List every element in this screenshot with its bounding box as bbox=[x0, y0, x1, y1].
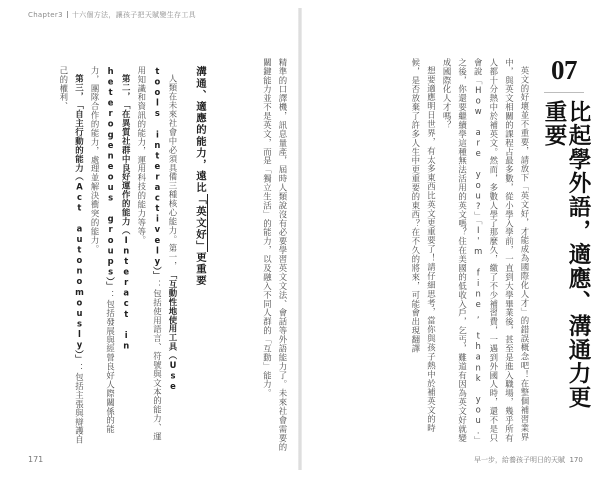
ability-two: 第二，「在異質社群中良好運作的能力（Interact in heterogeneous groups）」 bbox=[105, 66, 132, 352]
paragraph-core-abilities: 人類在未來社會中必須具備三種核心能力。第一，「互動性地使用工具（Use tools interactively）」：包括使用語言、符號與文本的能力、運用知識和資訊的能力，運用科技的能力等等。 bbox=[136, 66, 178, 442]
right-page bbox=[300, 0, 600, 480]
section-heading-part3: 更重要 bbox=[194, 251, 206, 287]
continuation-paragraph: 精準的口譯機，訊息量產，屆時人類說沒有必要學習英文文法、會話等外語能力了。未來社會需要的關鍵能力並不是英文，而是「獨立生活」的能力，以及融入不同人群的「互動」能力。 bbox=[262, 58, 288, 452]
page-number-left: 171 bbox=[28, 455, 44, 464]
left-body-text bbox=[40, 66, 180, 446]
paragraph-english-not-important: 英文的好壞並不重要，請放下「英文好，才能成為國際化人才」的錯誤概念吧！在整個補習業界中，與英文相關的課程占最多數，從小學入學前，一直到大學畢業後，甚至是進入職場，幾乎所有人都十分熱中於補英文。然而，多數人學了那麼久，繳了不少補習費，一遇到外國人時，還不是只會說「How are you?」「I'm fine, thank you.」之後，你還要繼續學這種無法活用的英文嗎？住在美國的低收入戶，乞丐，難道有因為英文好就變成國際化人才嗎？ bbox=[442, 58, 530, 443]
chapter-number: 07 bbox=[551, 55, 577, 85]
section-heading-emphasis: 「英文好」 bbox=[194, 193, 206, 252]
paragraph-think-carefully: 想要適應明日世界，有太多東西比英文更重要了！請仔細思考，當你與孩子熱中於補英文的時候，是否放棄了許多人生中更重要的東西？在不久的將來，可能會出現翻譯 bbox=[410, 58, 437, 433]
running-head-title: 十六個方法，讓孩子把天賦變生存工具 bbox=[71, 11, 196, 19]
chapter-title: 比起學外語，適應、溝通力更重要 bbox=[541, 100, 591, 410]
right-body-text bbox=[314, 58, 532, 443]
running-head bbox=[28, 10, 196, 20]
section-heading-part1: 溝通、適應的能力，遠比 bbox=[194, 66, 206, 194]
paragraph-ability-three: 第三，「自主行動的能力（Act autonomously）」：包括主張與辯護自己的權利、 bbox=[58, 66, 85, 445]
ability-one: 「互動性地使用工具（Use tools interactively）」 bbox=[152, 66, 178, 393]
running-head-chapter: Chapter3 bbox=[28, 11, 63, 19]
page-number-right: 170 bbox=[569, 456, 583, 464]
paragraph-ability-two: 第二，「在異質社群中良好運作的能力（Interact in heterogeneous groups）」：包括發展與經營良好人際關係的能力，團隊合作的能力，處理並解決衝突的能力。 bbox=[90, 66, 132, 434]
running-foot bbox=[474, 455, 583, 465]
running-head-divider bbox=[67, 11, 68, 18]
continuation-text bbox=[218, 58, 290, 453]
chapter-divider bbox=[544, 92, 584, 93]
section-heading bbox=[188, 66, 206, 456]
running-foot-title: 早一步，給養孩子明日的天賦 bbox=[474, 456, 565, 464]
ability-three: 第三，「自主行動的能力（Act autonomously）」 bbox=[74, 74, 85, 365]
